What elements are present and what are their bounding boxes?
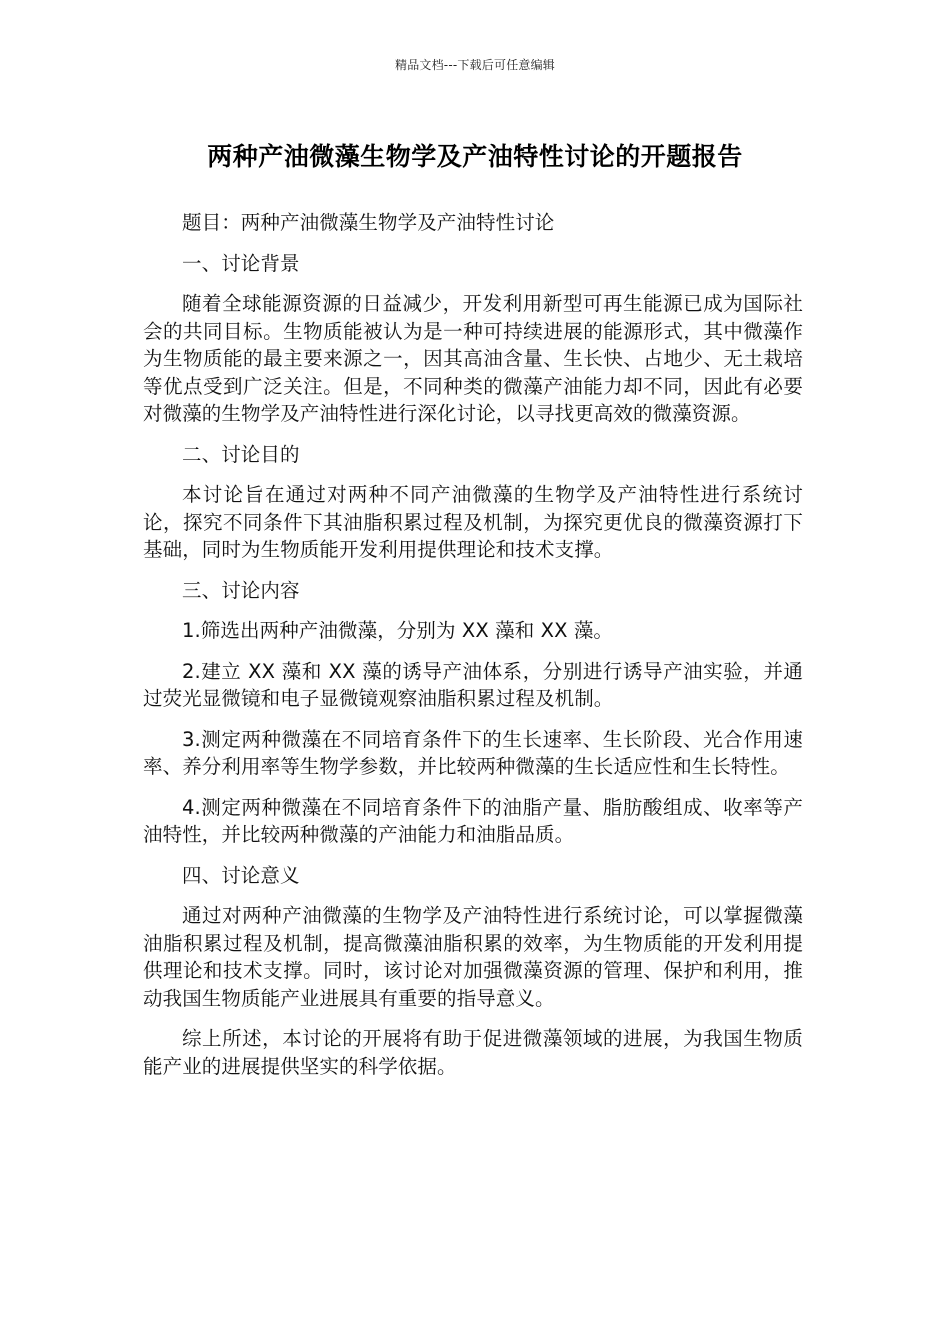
section-heading-purpose: 二、讨论目的 — [182, 442, 300, 466]
document-body — [143, 209, 803, 1093]
content-item-4: 4.测定两种微藻在不同培育条件下的油脂产量、脂肪酸组成、收率等产油特性，并比较两种微藻的产油能力和油脂品质。 — [143, 795, 803, 846]
document-title: 两种产油微藻生物学及产油特性讨论的开题报告 — [207, 142, 743, 171]
header-note: 精品文档---下载后可任意编辑 — [395, 58, 555, 72]
significance-paragraph: 通过对两种产油微藻的生物学及产油特性进行系统讨论，可以掌握微藻油脂积累过程及机制，提高微藻油脂积累的效率，为生物质能的开发利用提供理论和技术支撑。同时，该讨论对加强微藻资源的管理、保护和利用，推动我国生物质能产业进展具有重要的指导意义。 — [143, 904, 803, 1010]
section-heading-significance: 四、讨论意义 — [182, 863, 300, 887]
conclusion-paragraph: 综上所述，本讨论的开展将有助于促进微藻领域的进展，为我国生物质能产业的进展提供坚实的科学依据。 — [143, 1027, 803, 1078]
subject-line: 题目：两种产油微藻生物学及产油特性讨论 — [182, 211, 555, 234]
content-item-3: 3.测定两种微藻在不同培育条件下的生长速率、生长阶段、光合作用速率、养分利用率等生物学参数，并比较两种微藻的生长适应性和生长特性。 — [143, 727, 803, 778]
content-item-2: 2.建立 XX 藻和 XX 藻的诱导产油体系，分别进行诱导产油实验，并通过荧光显微镜和电子显微镜观察油脂积累过程及机制。 — [143, 659, 803, 710]
section-heading-content: 三、讨论内容 — [182, 578, 300, 602]
background-paragraph: 随着全球能源资源的日益减少，开发利用新型可再生能源已成为国际社会的共同目标。生物质能被认为是一种可持续进展的能源形式，其中微藻作为生物质能的最主要来源之一，因其高油含量、生长快、占地少、无土栽培等优点受到广泛关注。但是，不同种类的微藻产油能力却不同，因此有必要对微藻的生物学及产油特性进行深化讨论，以寻找更高效的微藻资源。 — [143, 292, 803, 425]
section-heading-background: 一、讨论背景 — [182, 251, 300, 275]
purpose-paragraph: 本讨论旨在通过对两种不同产油微藻的生物学及产油特性进行系统讨论，探究不同条件下其油脂积累过程及机制，为探究更优良的微藻资源打下基础，同时为生物质能开发利用提供理论和技术支撑。 — [143, 483, 803, 561]
content-item-1: 1.筛选出两种产油微藻，分别为 XX 藻和 XX 藻。 — [182, 619, 614, 642]
